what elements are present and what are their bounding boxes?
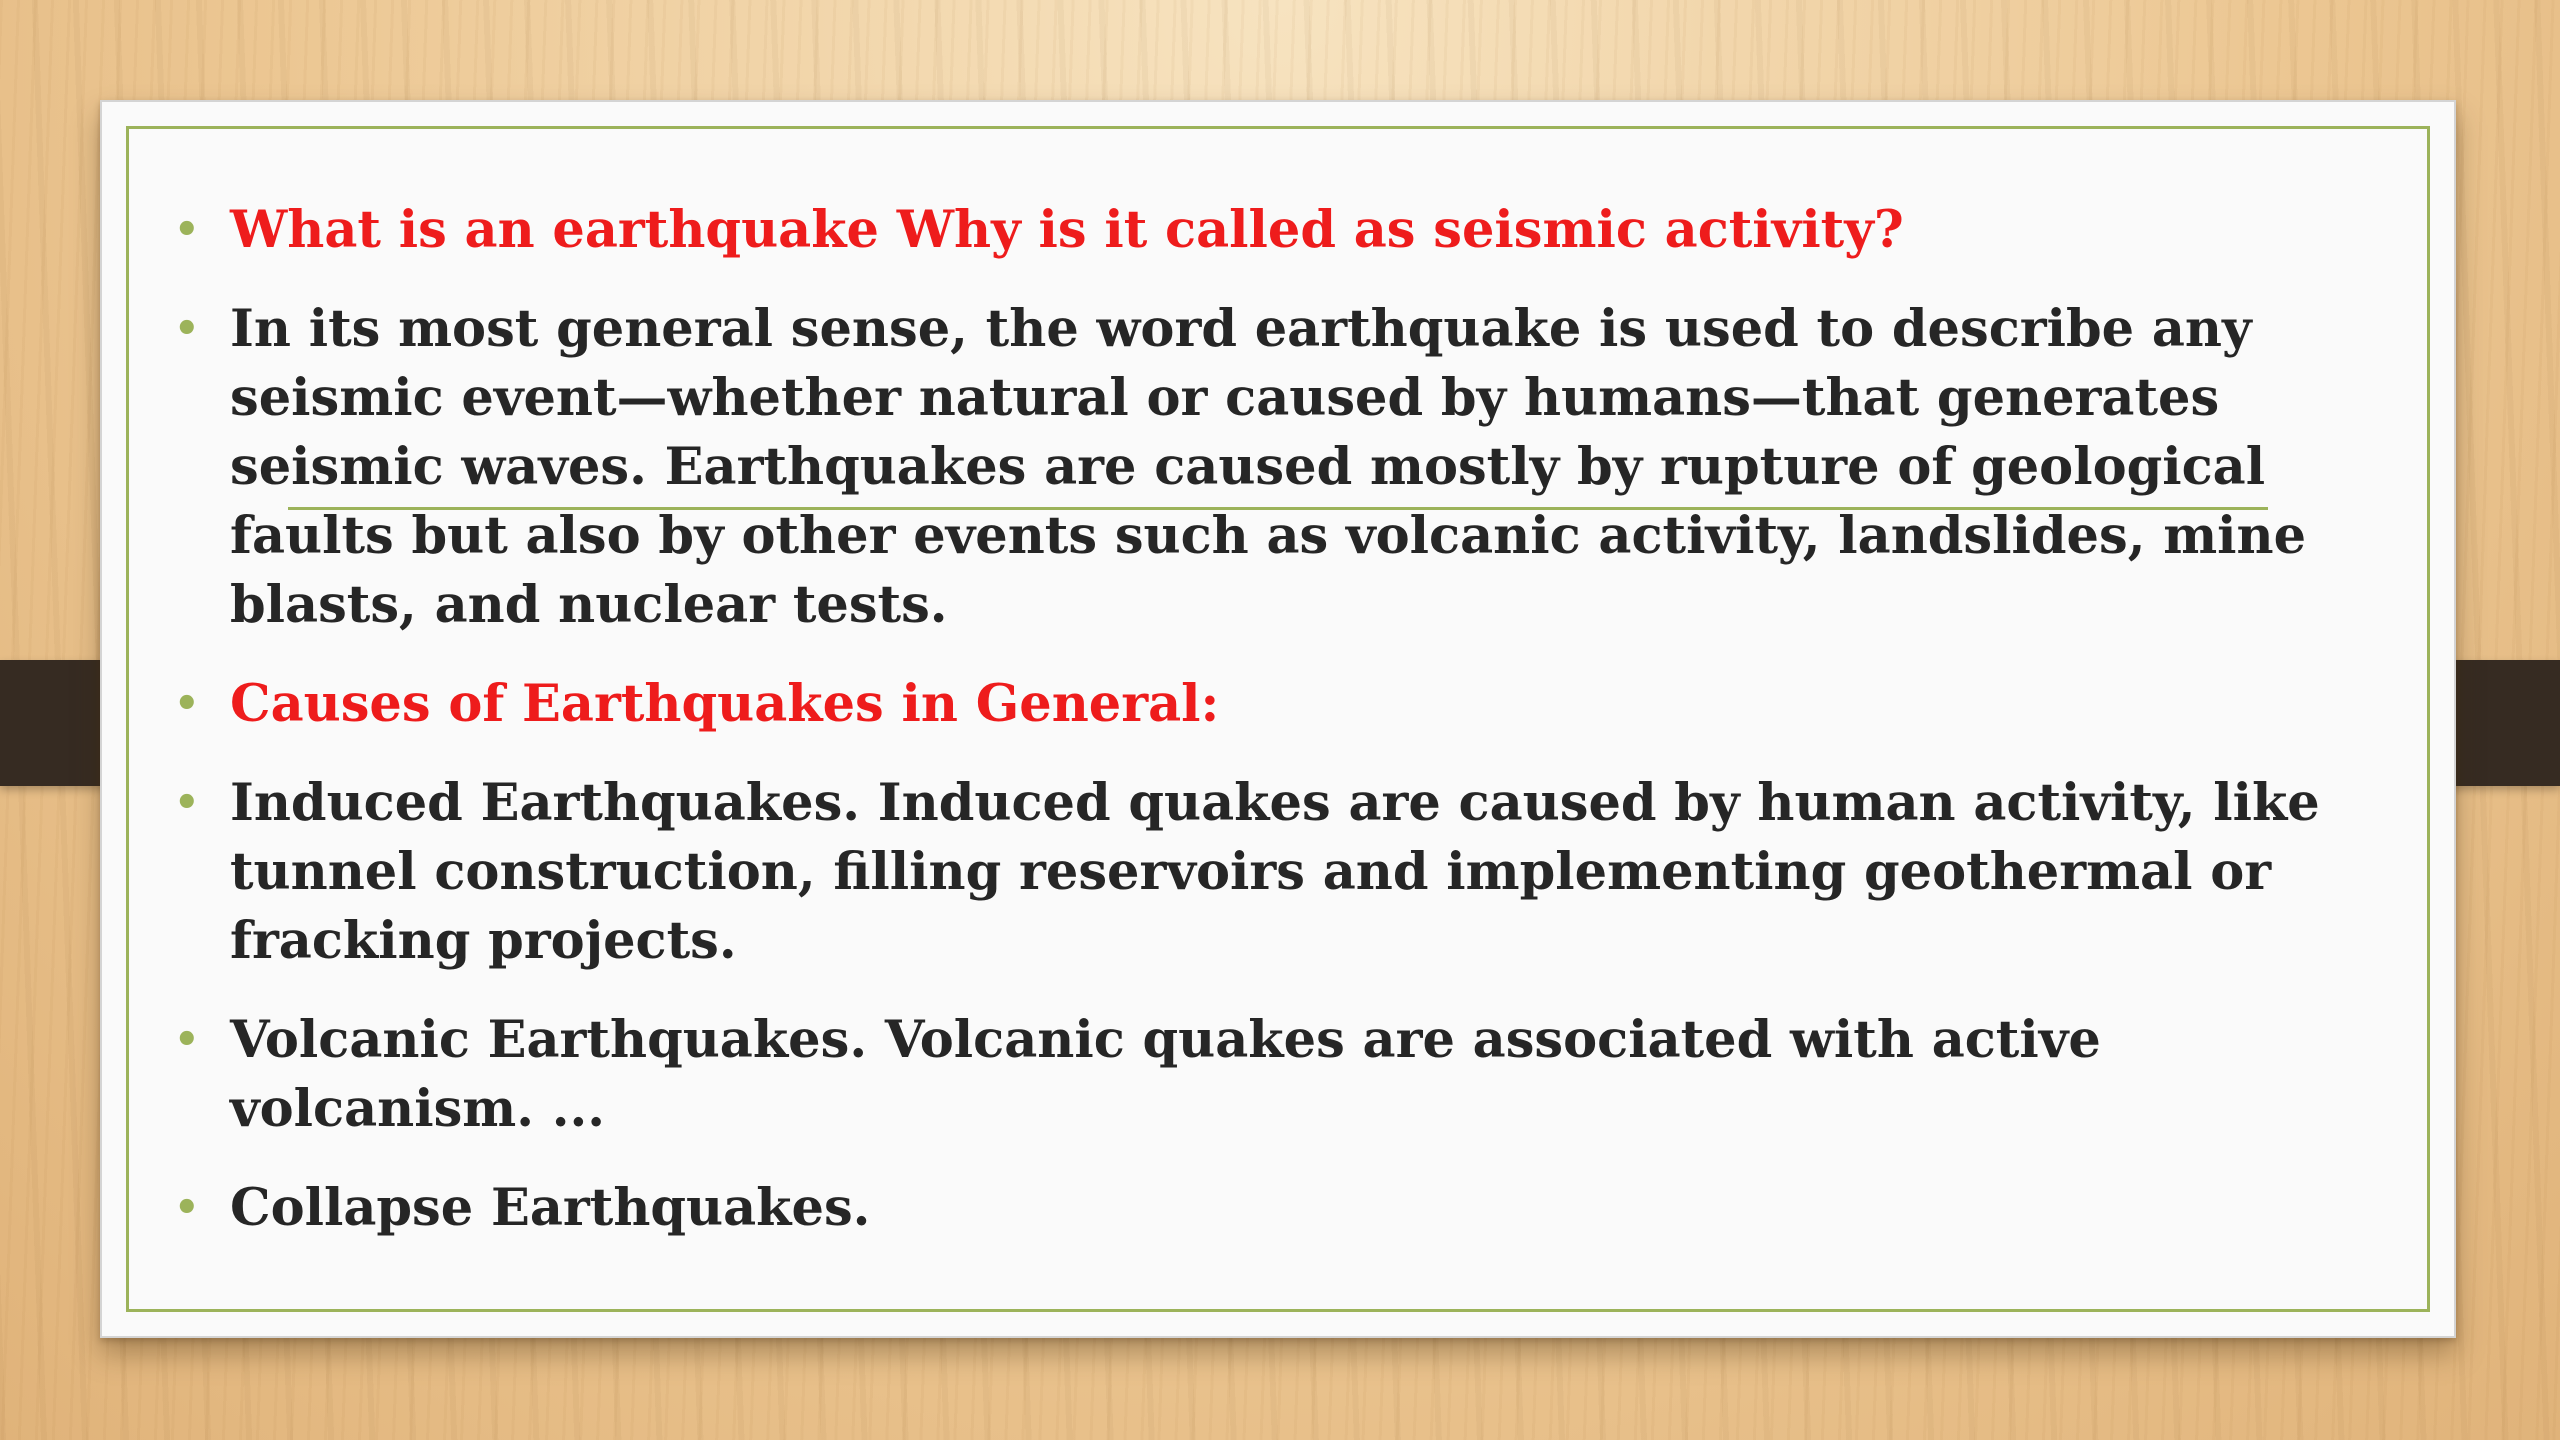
bullet-text: Induced Earthquakes. Induced quakes are caused by human activity, like tunnel construction, filling reservoirs and implementing geothermal or fracking projects. (230, 773, 2320, 971)
bullet-collapse-earthquakes (170, 1174, 2410, 1243)
bullet-text: Volcanic Earthquakes. Volcanic quakes are associated with active volcanism. ... (230, 1010, 2101, 1139)
bullet-dot-icon: • (174, 306, 200, 352)
bullet-dot-icon: • (174, 681, 200, 727)
bullet-text: Causes of Earthquakes in General: (230, 674, 1220, 734)
bullet-earthquake-definition (170, 295, 2410, 640)
bullet-question-heading (170, 196, 2410, 265)
bullet-dot-icon: • (174, 1185, 200, 1231)
bullet-dot-icon: • (174, 780, 200, 826)
bullet-dot-icon: • (174, 1017, 200, 1063)
bullet-list (170, 196, 2410, 1243)
bullet-text: In its most general sense, the word earthquake is used to describe any seismic event—whether natural or caused by humans—that generates seismic waves. Earthquakes are caused mostly by rupture of geological faults but also by other events such as volcanic activity, landslides, mine blasts, and nuclear tests. (230, 299, 2307, 635)
bullet-volcanic-earthquakes (170, 1006, 2410, 1144)
bullet-text: What is an earthquake Why is it called as seismic activity? (230, 200, 1904, 260)
bullet-dot-icon: • (174, 207, 200, 253)
slide-content (170, 196, 2410, 1238)
bullet-induced-earthquakes (170, 769, 2410, 976)
bullet-causes-heading (170, 670, 2410, 739)
bullet-text: Collapse Earthquakes. (230, 1178, 871, 1238)
